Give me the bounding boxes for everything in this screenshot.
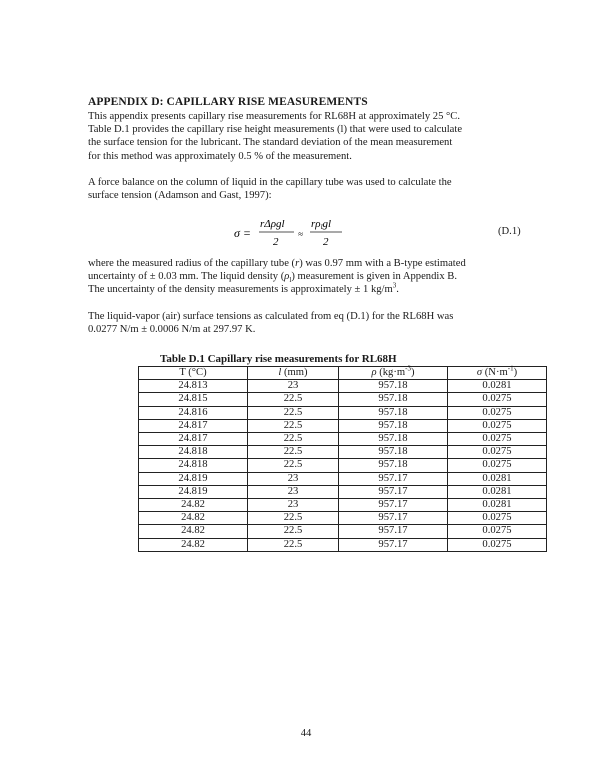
force-balance-paragraph (88, 176, 524, 202)
cell-surface-tension: 0.0275 (448, 406, 547, 419)
surface-tension-equation (234, 214, 374, 250)
height-unit: (mm) (281, 367, 308, 378)
cell-temperature: 24.82 (139, 538, 248, 551)
table-header-row (139, 367, 547, 380)
cell-height: 22.5 (248, 538, 339, 551)
capillary-rise-table (138, 366, 547, 552)
cell-height: 23 (248, 485, 339, 498)
cell-temperature: 24.815 (139, 393, 248, 406)
density-unit-end: ) (410, 367, 415, 378)
header-height (248, 367, 339, 380)
where-text: ) was 0.97 mm with a B-type estimated (299, 258, 466, 269)
equation-frac2-num-start: rρ (311, 218, 321, 230)
cell-temperature: 24.82 (139, 499, 248, 512)
cell-density: 957.18 (339, 380, 448, 393)
cell-surface-tension: 0.0275 (448, 538, 547, 551)
cell-surface-tension: 0.0281 (448, 485, 547, 498)
cell-density: 957.17 (339, 485, 448, 498)
cell-height: 22.5 (248, 406, 339, 419)
cell-temperature: 24.816 (139, 406, 248, 419)
cell-height: 22.5 (248, 525, 339, 538)
where-text: uncertainty of ± 0.03 mm. The liquid density ( (88, 271, 285, 283)
intro-paragraph (88, 110, 524, 163)
cell-surface-tension: 0.0275 (448, 525, 547, 538)
table-row (139, 525, 547, 538)
page-number: 44 (300, 728, 312, 739)
cell-surface-tension: 0.0275 (448, 459, 547, 472)
cell-surface-tension: 0.0275 (448, 419, 547, 432)
header-temperature: T (°C) (139, 367, 248, 380)
density-unit-sup: -3 (405, 364, 411, 373)
result-paragraph (88, 310, 524, 336)
table-body (139, 380, 547, 552)
cell-density: 957.17 (339, 512, 448, 525)
sigma-symbol: σ (476, 367, 483, 378)
intro-line: the surface tension for the lubricant. The standard deviation of the mean measurement (88, 137, 453, 149)
cell-surface-tension: 0.0275 (448, 433, 547, 446)
cell-height: 22.5 (248, 393, 339, 406)
table-row (139, 499, 547, 512)
cell-surface-tension: 0.0275 (448, 393, 547, 406)
header-surface-tension (448, 364, 547, 380)
result-line: 0.0277 N/m ± 0.0006 N/m at 297.97 K. (88, 324, 256, 336)
where-line-1 (88, 257, 524, 270)
table-row (139, 380, 547, 393)
cell-temperature: 24.818 (139, 459, 248, 472)
table-row (139, 459, 547, 472)
equation-frac2-num-end: gl (322, 218, 332, 230)
table-row (139, 538, 547, 551)
cell-temperature: 24.813 (139, 380, 248, 393)
table-row (139, 485, 547, 498)
sigma-unit-sup: -1 (507, 364, 514, 373)
cell-density: 957.18 (339, 446, 448, 459)
table-row (139, 446, 547, 459)
cell-height: 22.5 (248, 419, 339, 432)
cell-surface-tension: 0.0281 (448, 380, 547, 393)
unit-superscript: 3 (392, 281, 397, 290)
cell-surface-tension: 0.0281 (448, 472, 547, 485)
cell-height: 23 (248, 472, 339, 485)
table-row (139, 433, 547, 446)
where-text: The uncertainty of the density measurements is approximately ± 1 kg/m (88, 284, 393, 296)
cell-density: 957.17 (339, 499, 448, 512)
intro-line: for this method was approximately 0.5 % of the measurement. (88, 150, 352, 162)
equation-frac1-numerator: rΔρgl (260, 218, 285, 230)
appendix-heading: APPENDIX D: CAPILLARY RISE MEASUREMENTS (88, 96, 368, 108)
where-paragraph (88, 257, 524, 297)
equation-frac2-denominator: 2 (323, 236, 329, 248)
density-header-symbol: ρ (371, 367, 377, 378)
cell-surface-tension: 0.0275 (448, 446, 547, 459)
cell-density: 957.18 (339, 393, 448, 406)
density-unit: (kg·m (376, 367, 406, 378)
result-line: The liquid-vapor (air) surface tensions as calculated from eq (D.1) for the RL68H was (88, 311, 454, 322)
cell-temperature: 24.817 (139, 419, 248, 432)
density-symbol: ρ (284, 271, 290, 283)
density-subscript: l (289, 276, 292, 285)
table-row (139, 393, 547, 406)
where-line-2 (88, 270, 524, 283)
force-line: surface tension (Adamson and Gast, 1997): (88, 190, 272, 202)
cell-temperature: 24.819 (139, 472, 248, 485)
radius-symbol: r (295, 258, 300, 269)
cell-density: 957.18 (339, 459, 448, 472)
cell-temperature: 24.82 (139, 512, 248, 525)
intro-line: Table D.1 provides the capillary rise height measurements (l) that were used to calculate (88, 124, 463, 136)
cell-height: 23 (248, 499, 339, 512)
equation-number: (D.1) (498, 226, 521, 237)
cell-temperature: 24.817 (139, 433, 248, 446)
cell-temperature: 24.819 (139, 485, 248, 498)
sigma-unit: (N·m (482, 367, 508, 378)
header-density (339, 364, 448, 380)
intro-line: This appendix presents capillary rise measurements for RL68H at approximately 25 °C. (88, 111, 460, 122)
cell-density: 957.17 (339, 538, 448, 551)
table-caption: Table D.1 Capillary rise measurements for RL68H (160, 353, 397, 365)
equation-frac1-denominator: 2 (273, 236, 279, 248)
cell-density: 957.18 (339, 419, 448, 432)
table-row (139, 406, 547, 419)
cell-height: 22.5 (248, 433, 339, 446)
cell-temperature: 24.82 (139, 525, 248, 538)
cell-surface-tension: 0.0275 (448, 512, 547, 525)
table-row (139, 512, 547, 525)
where-line-3 (88, 283, 524, 296)
cell-density: 957.18 (339, 433, 448, 446)
table-row (139, 419, 547, 432)
cell-height: 22.5 (248, 512, 339, 525)
cell-height: 22.5 (248, 446, 339, 459)
cell-height: 22.5 (248, 459, 339, 472)
equation-frac2-num-sub: l (320, 223, 323, 231)
equation-frac2-numerator (311, 218, 331, 231)
cell-temperature: 24.818 (139, 446, 248, 459)
cell-density: 957.17 (339, 472, 448, 485)
where-text: ) measurement is given in Appendix B. (291, 271, 457, 283)
table-row (139, 472, 547, 485)
where-text: . (396, 284, 399, 296)
height-symbol: l (278, 367, 282, 378)
equation-lhs: σ = (234, 226, 252, 240)
force-line: A force balance on the column of liquid in the capillary tube was used to calculate the (88, 177, 452, 188)
equation-approx: ≈ (298, 229, 303, 239)
cell-height: 23 (248, 380, 339, 393)
cell-density: 957.18 (339, 406, 448, 419)
cell-density: 957.17 (339, 525, 448, 538)
cell-surface-tension: 0.0281 (448, 499, 547, 512)
sigma-unit-end: ) (513, 367, 518, 378)
where-text: where the measured radius of the capillary tube ( (88, 258, 296, 269)
